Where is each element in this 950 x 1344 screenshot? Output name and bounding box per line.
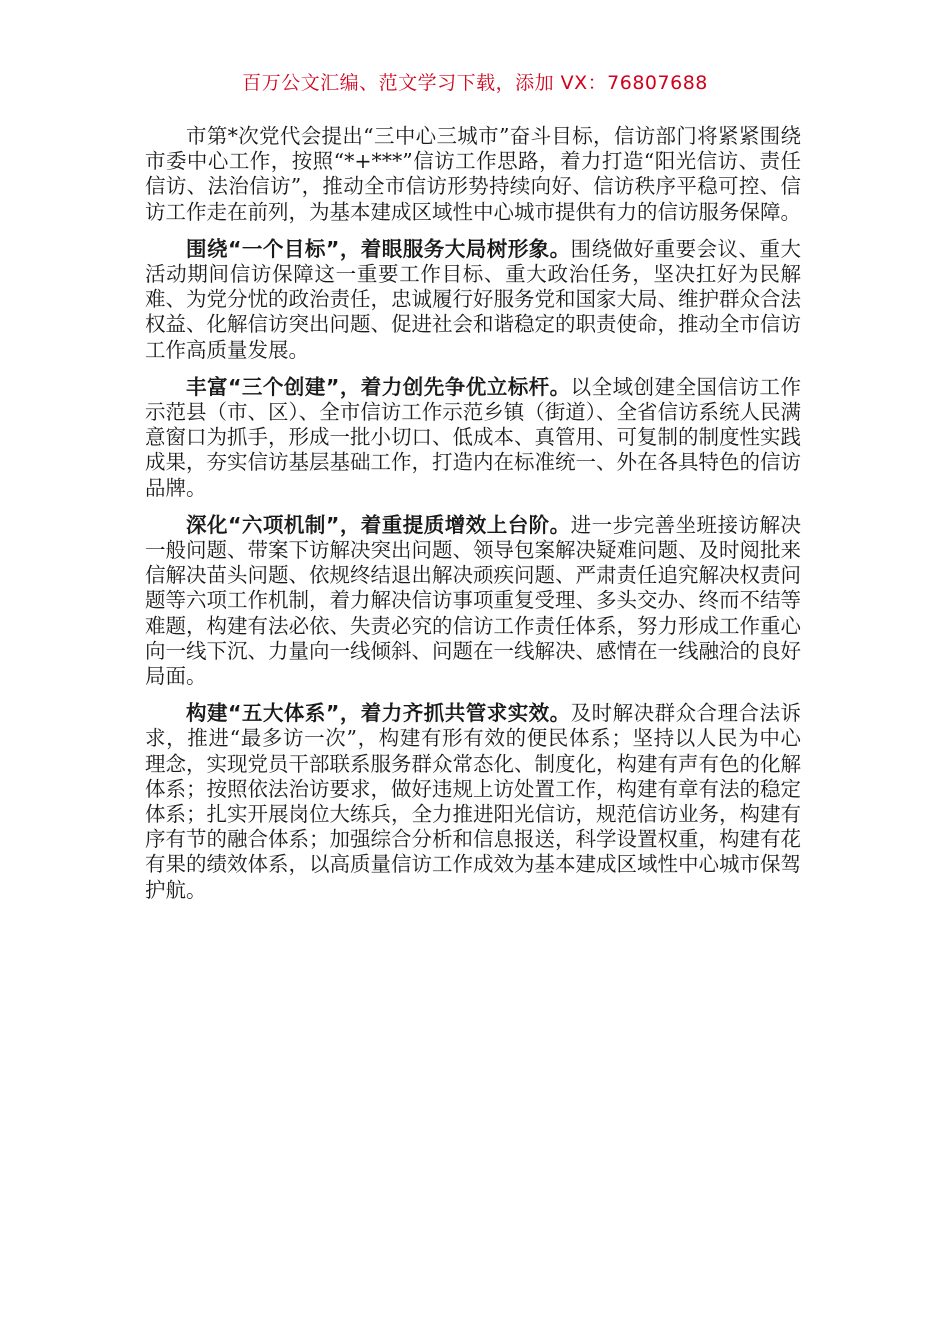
paragraph-six-mechanisms <box>145 513 801 689</box>
paragraph-lead: 围绕“一个目标”，着眼服务大局树形象。 <box>186 236 571 261</box>
paragraph-lead: 构建“五大体系”，着力齐抓共管求实效。 <box>186 701 571 726</box>
paragraph-intro <box>145 124 801 225</box>
paragraph-one-goal <box>145 237 801 363</box>
paragraph-five-systems <box>145 701 801 903</box>
paragraph-text: 及时解决群众合理合法诉求，推进“最多访一次”，构建有形有效的便民体系；坚持以人民为中心理念，实现党员干部联系服务群众常态化、制度化，构建有声有色的化解体系；按照依法治访要求，做好违规上访处置工作，构建有章有法的稳定体系；扎实开展岗位大练兵，全力推进阳光信访，规范信访业务，构建有序有节的融合体系；加强综合分析和信息报送，科学设置权重，构建有花有果的绩效体系，以高质量信访工作成效为基本建成区域性中心城市保驾护航。 <box>145 701 801 902</box>
paragraph-text: 市第*次党代会提出“三中心三城市”奋斗目标，信访部门将紧紧围绕市委中心工作，按照“*+***”信访工作思路，着力打造“阳光信访、责任信访、法治信访”，推动全市信访形势持续向好、信访秩序平稳可控、信访工作走在前列，为基本建成区域性中心城市提供有力的信访服务保障。 <box>145 124 801 224</box>
paragraph-text: 围绕做好重要会议、重大活动期间信访保障这一重要工作目标、重大政治任务，坚决扛好为民解难、为党分忧的政治责任，忠诚履行好服务党和国家大局、维护群众合法权益、化解信访突出问题、促进社会和谐稳定的职责使命，推动全市信访工作高质量发展。 <box>145 236 801 362</box>
paragraph-text: 进一步完善坐班接访解决一般问题、带案下访解决突出问题、领导包案解决疑难问题、及时阅批来信解决苗头问题、依规终结退出解决顽疾问题、严肃责任追究解决权责问题等六项工作机制，着力解决信访事项重复受理、多头交办、终而不结等难题，构建有法必依、失责必究的信访工作责任体系，努力形成工作重心向一线下沉、力量向一线倾斜、问题在一线解决、感情在一线融洽的良好局面。 <box>145 512 801 689</box>
paragraph-three-creations <box>145 375 801 501</box>
document-body <box>145 124 801 915</box>
paragraph-lead: 深化“六项机制”，着重提质增效上台阶。 <box>186 512 571 537</box>
paragraph-text: 以全域创建全国信访工作示范县（市、区）、全市信访工作示范乡镇（街道）、全省信访系统人民满意窗口为抓手，形成一批小切口、低成本、真管用、可复制的制度性实践成果，夯实信访基层基础工作，打造内在标准统一、外在各具特色的信访品牌。 <box>145 374 801 500</box>
paragraph-lead: 丰富“三个创建”，着力创先争优立标杆。 <box>186 374 571 399</box>
watermark-header: 百万公文汇编、范文学习下载，添加 VX：76807688 <box>242 72 708 94</box>
